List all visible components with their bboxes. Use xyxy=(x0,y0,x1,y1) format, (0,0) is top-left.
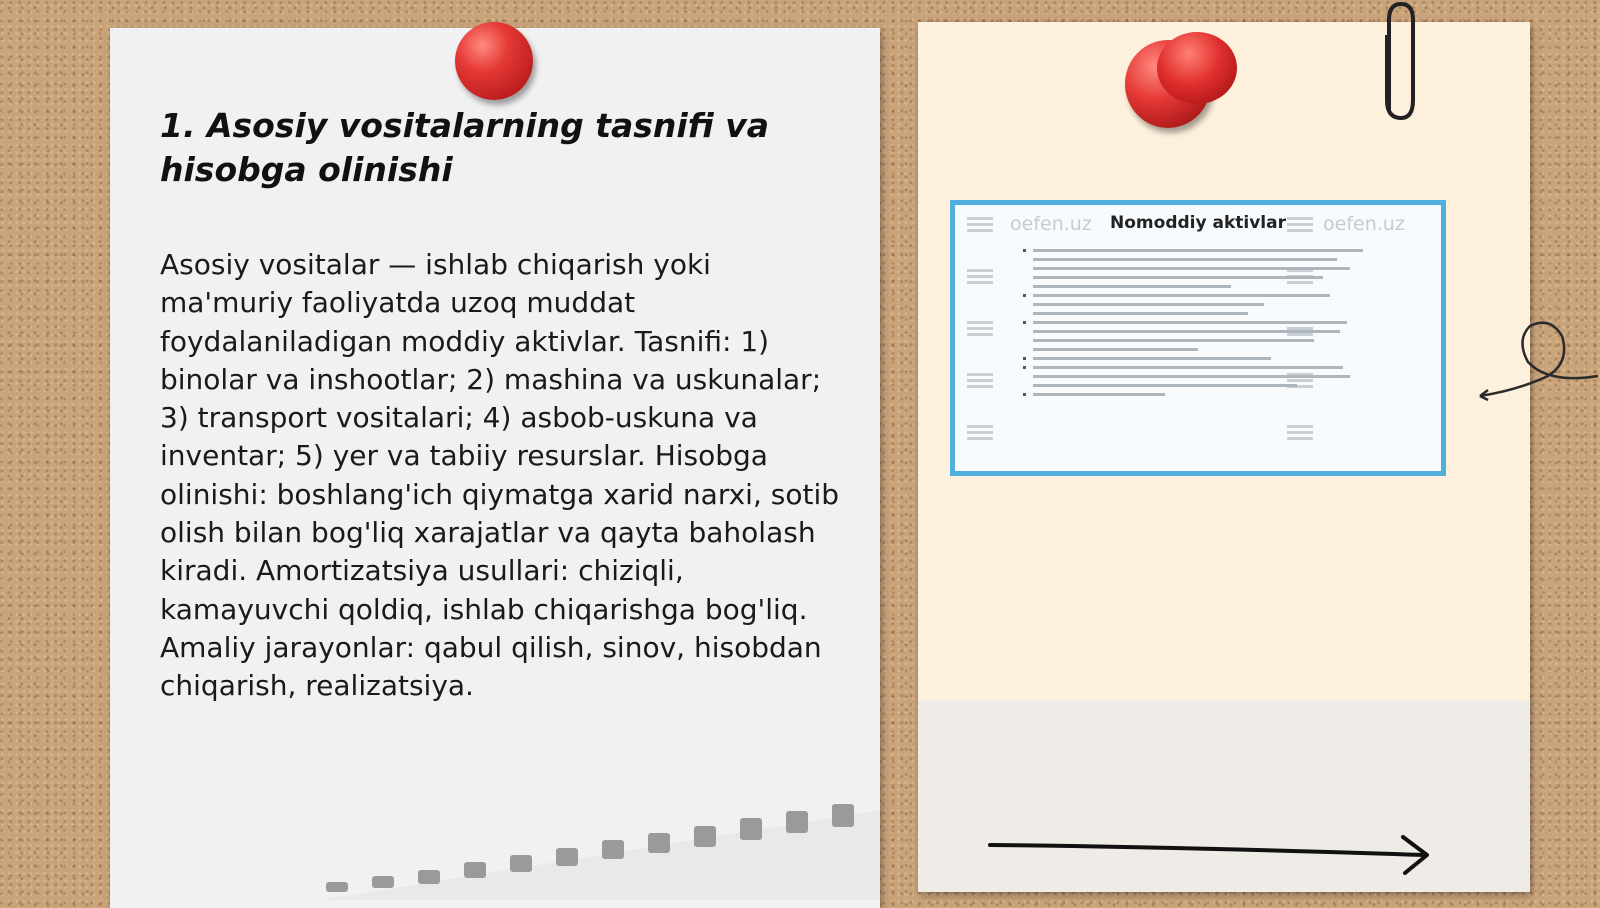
page-title: 1. Asosiy vositalarning tasnifi va hisobga olinishi xyxy=(160,106,769,189)
watermark-logo-icon xyxy=(1287,421,1313,443)
arrow-right-icon xyxy=(985,835,1445,875)
slide-title: Nomoddiy aktivlar xyxy=(1110,213,1286,233)
paperclip-icon xyxy=(1375,0,1425,125)
pushpin-icon xyxy=(1157,32,1237,104)
watermark-logo-icon xyxy=(967,317,993,339)
watermark-logo-icon xyxy=(967,369,993,391)
body-text: Asosiy vositalar — ishlab chiqarish yoki ma'muriy faoliyatda uzoq muddat foydalaniladigan moddiy aktivlar. Tasnifi: 1) binolar va inshootlar; 2) mashina va uskunalar; 3) transport vositalari; 4) asbob-uskuna va inventar; 5) yer va tabiiy resurslar. Hisobga olinishi: boshlang'ich qiymatga xarid narxi, sotib olish bilan bog'liq xarajatlar va qayta baholash kiradi. Amortizatsiya usullari: chiziqli, kamayuvchi qoldiq, ishlab chiqarishga bog'liq. Amaliy jarayonlar: qabul qilish, sinov, hisobdan chiqarish, realizatsiya. xyxy=(160,248,839,703)
pushpin-icon xyxy=(455,22,533,100)
embedded-slide-image xyxy=(950,200,1446,476)
scribble-decoration xyxy=(1478,310,1600,410)
slide-text-lines xyxy=(1033,243,1363,402)
watermark-text: oefen.uz xyxy=(1323,213,1405,235)
torn-paper-decoration xyxy=(320,800,880,900)
watermark-text: oefen.uz xyxy=(1010,213,1092,235)
watermark-logo-icon xyxy=(967,421,993,443)
watermark-logo-icon xyxy=(967,265,993,287)
